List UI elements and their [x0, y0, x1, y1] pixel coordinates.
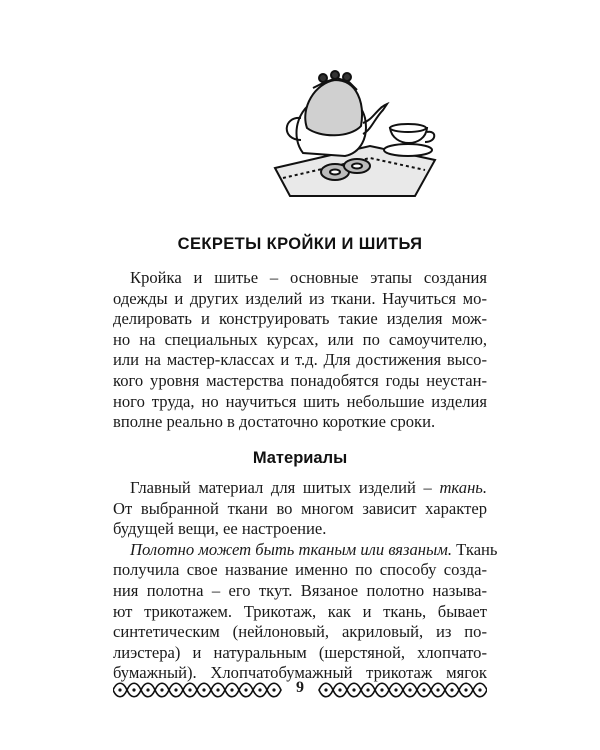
- text-line: ют трикотажем. Трикотаж, как и ткань, бывает: [113, 601, 487, 621]
- intro-paragraph: [113, 268, 487, 433]
- materials-paragraph: [113, 478, 498, 684]
- line-text: Главный материал для шитых изделий –: [130, 478, 432, 497]
- text-line: бумажный). Хлопчатобумажный трикотаж мягок: [113, 663, 487, 683]
- text-line: [113, 478, 487, 499]
- text-line: ния полотна – его ткут. Вязаное полотно называ-: [113, 580, 487, 600]
- subheading-materials: Материалы: [252, 449, 348, 467]
- text-line: лиэстера) и натуральным (шерстяной, хлопчато-: [113, 642, 487, 662]
- text-line: вполне реально в достаточно короткие сроки.: [113, 412, 436, 432]
- text-line: будущей вещи, ее настроение.: [113, 519, 327, 539]
- text-line: От выбранной ткани во многом зависит характер: [113, 498, 487, 518]
- text-line: делировать и конструировать такие изделия мож-: [113, 309, 487, 329]
- line-text: Ткань: [456, 539, 498, 559]
- text-line: одежды и других изделий из ткани. Научиться мо-: [113, 288, 487, 308]
- text-line: получила свое название именно по способу созда-: [113, 560, 487, 580]
- page-number: 9: [296, 679, 304, 696]
- text-line: но на специальных курсах, или по самоучителю,: [113, 329, 487, 349]
- teapot-illustration-icon: [265, 68, 445, 198]
- italic-phrase: Полотно может быть тканым или вязаным.: [130, 539, 452, 559]
- text-line: синтетическим (нейлоновый, акриловый, из по-: [113, 622, 487, 642]
- text-line: или на мастер-классах и т.д. Для достижения высо-: [113, 350, 487, 370]
- section-title: СЕКРЕТЫ КРОЙКИ И ШИТЬЯ: [177, 235, 423, 253]
- text-line: Кройка и шитье – основные этапы создания: [130, 268, 487, 287]
- text-line: кого уровня мастерства понадобятся годы неустан-: [113, 370, 487, 390]
- text-line: [113, 539, 498, 561]
- text-line: ного труда, но научиться шить небольшие изделия: [113, 391, 487, 411]
- italic-term: ткань.: [439, 478, 487, 497]
